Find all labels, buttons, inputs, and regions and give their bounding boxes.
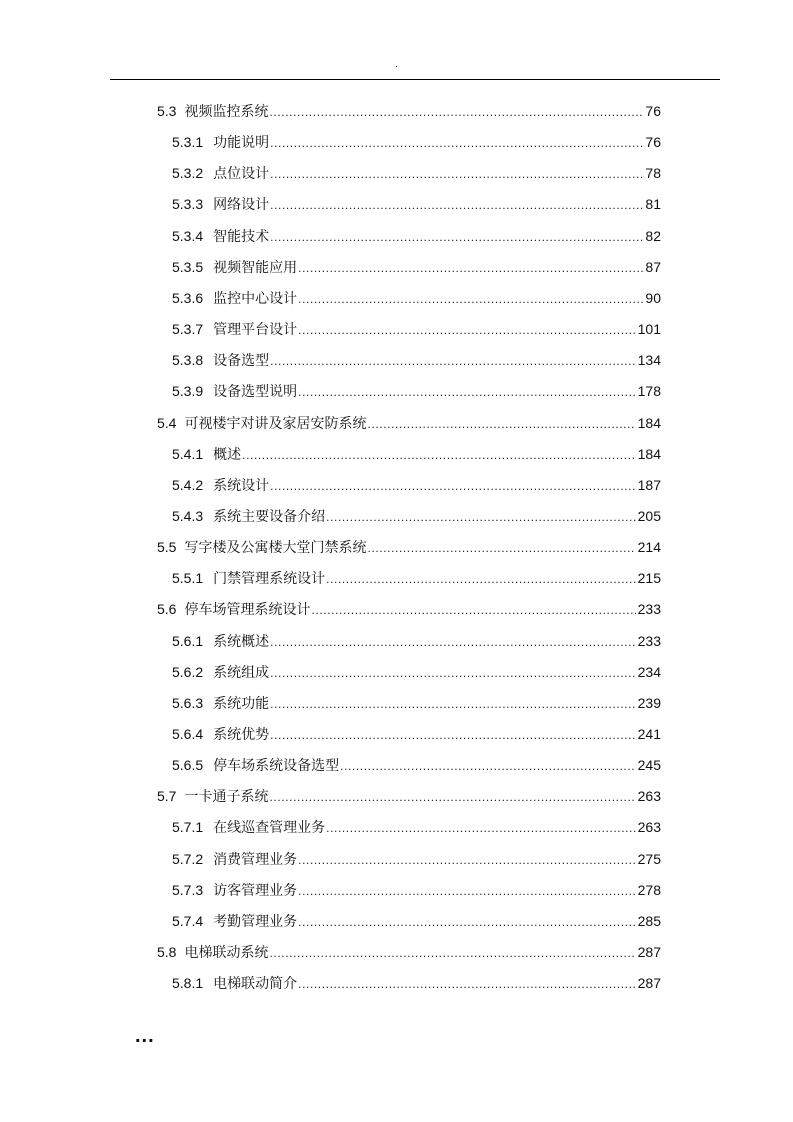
- toc-entry-page: 76: [645, 103, 661, 119]
- toc-entry-number: 5.6.3: [172, 694, 204, 711]
- toc-entry[interactable]: [172, 501, 661, 532]
- toc-dot-leader: [311, 594, 635, 625]
- toc-entry-title: 电梯联动简介: [213, 975, 298, 992]
- toc-entry-number: 5.3.2: [172, 165, 204, 182]
- toc-entry-title: 停车场系统设备选型: [213, 757, 340, 774]
- toc-entry-number: 5.3.8: [172, 352, 204, 369]
- toc-entry-page: 214: [637, 539, 661, 556]
- toc-entry-number: 5.3: [157, 103, 177, 119]
- toc-entry-page: 233: [637, 632, 661, 649]
- toc-entry-page: 287: [637, 944, 661, 961]
- toc-entry[interactable]: [157, 96, 661, 127]
- toc-entry-number: 5.8: [157, 944, 177, 961]
- toc-dot-leader: [326, 812, 636, 843]
- toc-dot-leader: [298, 314, 636, 345]
- toc-dot-leader: [298, 906, 636, 937]
- toc-dot-leader: [269, 781, 635, 812]
- toc-entry[interactable]: [172, 906, 661, 937]
- toc-entry-title: 管理平台设计: [213, 321, 298, 338]
- toc-entry-title: 系统优势: [213, 726, 270, 742]
- toc-entry-number: 5.6: [157, 601, 177, 618]
- toc-dot-leader: [367, 532, 635, 563]
- toc-entry[interactable]: [157, 408, 661, 439]
- toc-entry[interactable]: [172, 844, 661, 875]
- toc-entry-title: 概述: [213, 445, 242, 462]
- toc-entry-page: 205: [637, 507, 661, 524]
- toc-entry[interactable]: [172, 439, 661, 470]
- toc-entry-number: 5.6.4: [172, 726, 204, 742]
- toc-entry-title: 智能技术: [213, 227, 270, 244]
- toc-entry-number: 5.7.1: [172, 819, 204, 836]
- toc-entry-title: 停车场管理系统设计: [184, 601, 311, 618]
- toc-entry-number: 5.5.1: [172, 570, 204, 587]
- toc-entry-page: 76: [645, 134, 661, 151]
- toc-dot-leader: [326, 501, 636, 532]
- toc-entry-number: 5.3.9: [172, 383, 204, 400]
- toc-entry-number: 5.8.1: [172, 975, 204, 992]
- toc-dot-leader: [298, 844, 636, 875]
- toc-entry[interactable]: [172, 812, 661, 843]
- toc-entry-title: 系统主要设备介绍: [213, 507, 326, 524]
- toc-entry[interactable]: [172, 283, 661, 314]
- toc-entry[interactable]: [172, 252, 661, 283]
- toc-entry-number: 5.4: [157, 414, 177, 431]
- toc-entry-title: 电梯联动系统: [184, 944, 269, 961]
- toc-entry-title: 写字楼及公寓楼大堂门禁系统: [184, 539, 367, 556]
- toc-entry[interactable]: [172, 221, 661, 252]
- toc-entry-page: 187: [637, 476, 661, 493]
- toc-entry[interactable]: [172, 189, 661, 220]
- toc-entry-number: 5.7.2: [172, 850, 204, 867]
- toc-entry-title: 点位设计: [213, 165, 270, 182]
- toc-entry-number: 5.4.3: [172, 507, 204, 524]
- toc-entry[interactable]: [172, 688, 661, 719]
- toc-entry-number: 5.3.4: [172, 227, 204, 244]
- toc-entry-page: 134: [637, 352, 661, 369]
- toc-entry-title: 在线巡查管理业务: [213, 819, 326, 836]
- toc-entry[interactable]: [172, 127, 661, 158]
- toc-dot-leader: [326, 563, 636, 594]
- toc-entry-page: 233: [637, 601, 661, 618]
- toc-entry-page: 101: [637, 321, 661, 338]
- toc-entry-number: 5.4.1: [172, 445, 204, 462]
- toc-entry-number: 5.7.3: [172, 881, 204, 898]
- toc-entry-page: 215: [637, 570, 661, 587]
- toc-entry-page: 287: [637, 975, 661, 992]
- toc-entry-number: 5.3.7: [172, 321, 204, 338]
- toc-entry-page: 184: [637, 445, 661, 462]
- toc-entry[interactable]: [157, 594, 661, 625]
- toc-entry-number: 5.3.6: [172, 289, 204, 306]
- toc-entry-number: 5.6.5: [172, 757, 204, 774]
- toc-dot-leader: [298, 376, 636, 407]
- toc-entry[interactable]: [172, 750, 661, 781]
- toc-entry[interactable]: [172, 158, 661, 189]
- toc-entry-page: 285: [637, 912, 661, 929]
- toc-entry-title: 设备选型说明: [213, 383, 298, 400]
- toc-entry-title: 一卡通子系统: [184, 788, 269, 805]
- toc-entry-page: 78: [645, 165, 661, 182]
- toc-entry-page: 239: [637, 694, 661, 711]
- toc-dot-leader: [298, 875, 636, 906]
- toc-entry-number: 5.7.4: [172, 912, 204, 929]
- toc-entry-title: 设备选型: [213, 352, 270, 369]
- toc-dot-leader: [270, 158, 643, 189]
- toc-entry-number: 5.5: [157, 539, 177, 556]
- toc-entry-number: 5.3.3: [172, 196, 204, 213]
- toc-entry[interactable]: [172, 314, 661, 345]
- toc-entry[interactable]: [172, 657, 661, 688]
- toc-entry-number: 5.6.2: [172, 663, 204, 680]
- toc-entry-title: 消费管理业务: [213, 850, 298, 867]
- toc-entry-number: 5.3.5: [172, 258, 204, 275]
- toc-entry-title: 可视楼宇对讲及家居安防系统: [184, 414, 367, 431]
- toc-entry-title: 系统设计: [213, 476, 270, 493]
- toc-entry-number: 5.7: [157, 788, 177, 805]
- toc-entry-title: 视频监控系统: [184, 103, 269, 119]
- toc-entry-page: 245: [637, 757, 661, 774]
- toc-dot-leader: [270, 189, 643, 220]
- toc-entry-page: 263: [637, 788, 661, 805]
- header-mark: .: [394, 58, 399, 70]
- toc-dot-leader: [270, 688, 636, 719]
- toc-dot-leader: [269, 96, 643, 127]
- toc-entry-page: 241: [637, 726, 661, 742]
- toc-dot-leader: [298, 283, 643, 314]
- toc-entry-page: 90: [645, 289, 661, 306]
- toc-dot-leader: [270, 719, 636, 750]
- toc-entry-title: 系统概述: [213, 632, 270, 649]
- toc-entry[interactable]: [157, 781, 661, 812]
- toc-entry-title: 访客管理业务: [213, 881, 298, 898]
- toc-entry-title: 监控中心设计: [213, 289, 298, 306]
- toc-entry-number: 5.3.1: [172, 134, 204, 151]
- toc-entry[interactable]: [172, 345, 661, 376]
- toc-entry[interactable]: [172, 376, 661, 407]
- toc-entry-number: 5.6.1: [172, 632, 204, 649]
- toc-entry-title: 系统功能: [213, 694, 270, 711]
- toc-entry-title: 功能说明: [213, 134, 270, 151]
- toc-entry-page: 184: [637, 414, 661, 431]
- toc-entry-page: 178: [637, 383, 661, 400]
- toc-dot-leader: [367, 408, 635, 439]
- footer-mark: ...: [135, 1025, 155, 1047]
- toc-entry-page: 263: [637, 819, 661, 836]
- toc-entry[interactable]: [172, 563, 661, 594]
- toc-entry-title: 门禁管理系统设计: [213, 570, 326, 587]
- toc-entry[interactable]: [157, 532, 661, 563]
- toc-dot-leader: [298, 252, 643, 283]
- toc-dot-leader: [298, 968, 636, 999]
- toc-dot-leader: [270, 221, 643, 252]
- toc-entry-page: 81: [645, 196, 661, 213]
- toc-entry-page: 278: [637, 881, 661, 898]
- toc-dot-leader: [270, 345, 636, 376]
- toc-dot-leader: [270, 657, 636, 688]
- toc-entry-title: 网络设计: [213, 196, 270, 213]
- toc-dot-leader: [269, 937, 635, 968]
- toc-dot-leader: [270, 127, 643, 158]
- toc-dot-leader: [270, 470, 636, 501]
- toc-entry[interactable]: [172, 968, 661, 999]
- toc-entry[interactable]: [172, 470, 661, 501]
- toc-dot-leader: [340, 750, 636, 781]
- toc-entry-page: 275: [637, 850, 661, 867]
- toc-entry[interactable]: [172, 719, 661, 750]
- toc-entry-title: 系统组成: [213, 663, 270, 680]
- toc-dot-leader: [242, 439, 636, 470]
- toc-entry-page: 234: [637, 663, 661, 680]
- toc-entry[interactable]: [172, 875, 661, 906]
- toc-entry[interactable]: [157, 937, 661, 968]
- toc-dot-leader: [270, 626, 636, 657]
- toc-entry-title: 视频智能应用: [213, 258, 298, 275]
- toc-entry-title: 考勤管理业务: [213, 912, 298, 929]
- toc-entry[interactable]: [172, 626, 661, 657]
- toc-entry-page: 82: [645, 227, 661, 244]
- toc-entry-page: 87: [645, 258, 661, 275]
- header-rule: [110, 79, 720, 80]
- toc-entry-number: 5.4.2: [172, 476, 204, 493]
